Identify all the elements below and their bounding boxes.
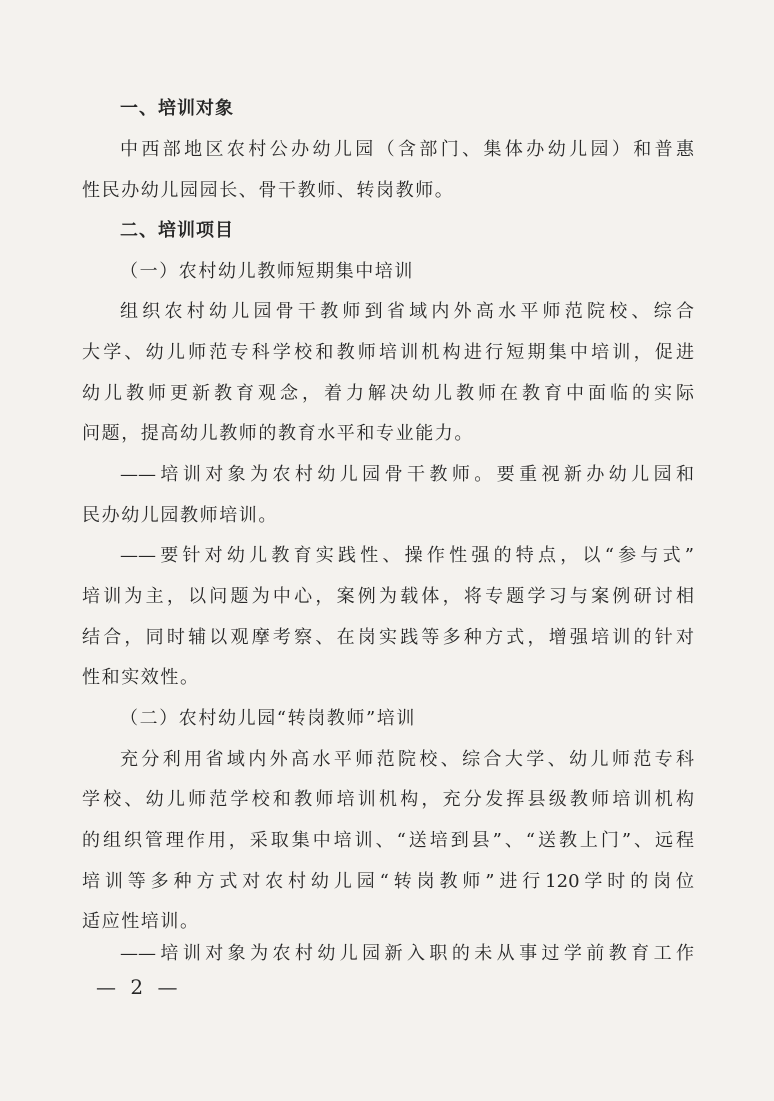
paragraph-line: 性和实效性。	[82, 667, 200, 688]
paragraph-line: 组织农村幼儿园骨干教师到省域内外高水平师范院校、综合	[120, 301, 694, 322]
subsection-heading-transfer-teachers: （二）农村幼儿园“转岗教师”培训	[120, 708, 417, 729]
page-number: — 2 —	[96, 975, 182, 999]
paragraph-line: 的组织管理作用，采取集中培训、“送培到县”、“送教上门”、远程	[82, 830, 694, 851]
paragraph-line: 民办幼儿园教师培训。	[82, 505, 278, 526]
paragraph-line: 培训等多种方式对农村幼儿园“转岗教师”进行120学时的岗位	[82, 871, 694, 892]
paragraph-line: 中西部地区农村公办幼儿园（含部门、集体办幼儿园）和普惠	[120, 139, 694, 160]
paragraph-line: 学校、幼儿师范学校和教师培训机构，充分发挥县级教师培训机构	[82, 789, 694, 810]
paragraph-line: 问题，提高幼儿教师的教育水平和专业能力。	[82, 423, 474, 444]
paragraph-line: 充分利用省域内外高水平师范院校、综合大学、幼儿师范专科	[120, 749, 694, 770]
paragraph-line: 幼儿教师更新教育观念，着力解决幼儿教师在教育中面临的实际	[82, 383, 694, 404]
section-heading-training-projects: 二、培训项目	[120, 220, 234, 241]
paragraph-line: 结合，同时辅以观摩考察、在岗实践等多种方式，增强培训的针对	[82, 627, 694, 648]
paragraph-line: 大学、幼儿师范专科学校和教师培训机构进行短期集中培训，促进	[82, 342, 694, 363]
subsection-heading-short-term: （一）农村幼儿教师短期集中培训	[120, 261, 414, 282]
paragraph-line: ——培训对象为农村幼儿园新入职的未从事过学前教育工作	[120, 943, 694, 964]
paragraph-line: 培训为主，以问题为中心，案例为载体，将专题学习与案例研讨相	[82, 586, 694, 607]
section-heading-training-targets: 一、培训对象	[120, 98, 234, 119]
paragraph-line: ——培训对象为农村幼儿园骨干教师。要重视新办幼儿园和	[120, 464, 694, 485]
paragraph-line: ——要针对幼儿教育实践性、操作性强的特点，以“参与式”	[120, 545, 694, 566]
paragraph-line: 适应性培训。	[82, 911, 200, 932]
paragraph-line: 性民办幼儿园园长、骨干教师、转岗教师。	[82, 180, 455, 201]
